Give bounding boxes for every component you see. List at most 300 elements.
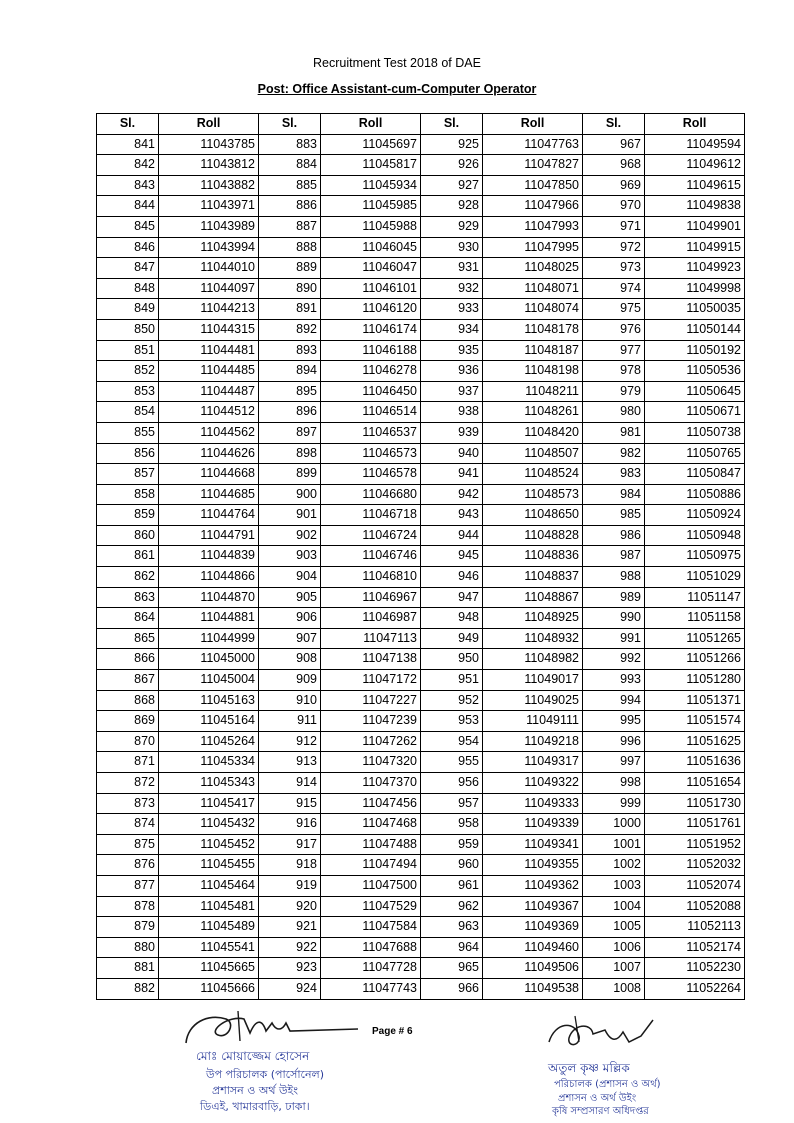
roll-cell: 11045164 [159, 711, 259, 732]
sl-cell: 1005 [583, 917, 645, 938]
table-row [421, 587, 583, 608]
sl-cell: 908 [259, 649, 321, 670]
table-row [583, 752, 745, 773]
roll-cell: 11050144 [645, 319, 745, 340]
sl-cell: 919 [259, 875, 321, 896]
sl-cell: 958 [421, 814, 483, 835]
roll-cell: 11047320 [321, 752, 421, 773]
sl-cell: 921 [259, 917, 321, 938]
table-row [259, 567, 421, 588]
roll-cell: 11049369 [483, 917, 583, 938]
sl-cell: 944 [421, 525, 483, 546]
roll-cell: 11048837 [483, 567, 583, 588]
sl-cell: 977 [583, 340, 645, 361]
roll-cell: 11049111 [483, 711, 583, 732]
roll-cell: 11046724 [321, 525, 421, 546]
table-row [583, 773, 745, 794]
roll-cell: 11045343 [159, 773, 259, 794]
table-row [97, 484, 259, 505]
roll-cell: 11043971 [159, 196, 259, 217]
sl-cell: 869 [97, 711, 159, 732]
roll-cell: 11052032 [645, 855, 745, 876]
table-row [421, 155, 583, 176]
sl-cell: 870 [97, 731, 159, 752]
roll-cell: 11051761 [645, 814, 745, 835]
sl-cell: 998 [583, 773, 645, 794]
table-row [421, 216, 583, 237]
sl-cell: 950 [421, 649, 483, 670]
right-stamp-name: অতুল কৃষ্ণ মল্লিক [548, 1061, 630, 1075]
table-row [421, 649, 583, 670]
roll-cell: 11045481 [159, 896, 259, 917]
sl-cell: 955 [421, 752, 483, 773]
roll-cell: 11049901 [645, 216, 745, 237]
sl-cell: 923 [259, 958, 321, 979]
sl-cell: 848 [97, 278, 159, 299]
sl-cell: 959 [421, 834, 483, 855]
roll-cell: 11048198 [483, 361, 583, 382]
sl-cell: 1004 [583, 896, 645, 917]
table-row [259, 875, 421, 896]
roll-cell: 11047456 [321, 793, 421, 814]
table-row [259, 196, 421, 217]
roll-cell: 11047728 [321, 958, 421, 979]
sl-cell: 914 [259, 773, 321, 794]
roll-cell: 11044685 [159, 484, 259, 505]
table-row [421, 834, 583, 855]
sl-cell: 995 [583, 711, 645, 732]
sl-cell: 874 [97, 814, 159, 835]
sl-cell: 951 [421, 670, 483, 691]
sl-cell: 945 [421, 546, 483, 567]
table-row [259, 937, 421, 958]
sl-cell: 932 [421, 278, 483, 299]
sl-cell: 861 [97, 546, 159, 567]
roll-cell: 11047138 [321, 649, 421, 670]
table-row [259, 690, 421, 711]
table-row [421, 134, 583, 155]
roll-cell: 11050536 [645, 361, 745, 382]
sl-cell: 850 [97, 319, 159, 340]
roll-cell: 11051654 [645, 773, 745, 794]
roll-cell: 11045934 [321, 175, 421, 196]
table-row [583, 670, 745, 691]
sl-cell: 886 [259, 196, 321, 217]
right-stamp-wing: প্রশাসন ও অর্থ উইং [558, 1093, 637, 1104]
table-row [97, 443, 259, 464]
sl-cell: 927 [421, 175, 483, 196]
table-row [259, 402, 421, 423]
table-row [97, 216, 259, 237]
table-row [583, 196, 745, 217]
table-row [259, 381, 421, 402]
sl-cell: 941 [421, 464, 483, 485]
table-row [583, 814, 745, 835]
sl-cell: 904 [259, 567, 321, 588]
table-row [583, 711, 745, 732]
roll-cell: 11051147 [645, 587, 745, 608]
sl-cell: 925 [421, 134, 483, 155]
sl-cell: 889 [259, 258, 321, 279]
sl-cell: 961 [421, 875, 483, 896]
roll-cell: 11049367 [483, 896, 583, 917]
table-row [259, 155, 421, 176]
table-row [583, 258, 745, 279]
table-row [583, 319, 745, 340]
table-row [97, 299, 259, 320]
table-row [97, 608, 259, 629]
sl-cell: 916 [259, 814, 321, 835]
table-row [259, 422, 421, 443]
table-row [421, 711, 583, 732]
table-row [97, 381, 259, 402]
table-row [583, 134, 745, 155]
roll-cell: 11051029 [645, 567, 745, 588]
table-row [97, 814, 259, 835]
sl-cell: 922 [259, 937, 321, 958]
roll-cell: 11047688 [321, 937, 421, 958]
roll-cell: 11047743 [321, 978, 421, 999]
roll-cell: 11044512 [159, 402, 259, 423]
roll-cell: 11048261 [483, 402, 583, 423]
roll-cell: 11049615 [645, 175, 745, 196]
roll-cell: 11050886 [645, 484, 745, 505]
sl-cell: 957 [421, 793, 483, 814]
sl-cell: 956 [421, 773, 483, 794]
roll-cell: 11049339 [483, 814, 583, 835]
sl-cell: 881 [97, 958, 159, 979]
table-row [97, 978, 259, 999]
roll-cell: 11046045 [321, 237, 421, 258]
sl-cell: 851 [97, 340, 159, 361]
roll-cell: 11045541 [159, 937, 259, 958]
roll-cell: 11051636 [645, 752, 745, 773]
sl-cell: 866 [97, 649, 159, 670]
table-row [421, 731, 583, 752]
roll-cell: 11044839 [159, 546, 259, 567]
sl-cell: 1000 [583, 814, 645, 835]
table-row [259, 319, 421, 340]
table-row [259, 505, 421, 526]
roll-cell: 11044481 [159, 340, 259, 361]
table-row [421, 567, 583, 588]
roll-cell: 11045665 [159, 958, 259, 979]
sl-cell: 937 [421, 381, 483, 402]
sl-cell: 864 [97, 608, 159, 629]
table-row [97, 628, 259, 649]
roll-cell: 11050847 [645, 464, 745, 485]
roll-cell: 11044999 [159, 628, 259, 649]
roll-cell: 11044764 [159, 505, 259, 526]
sl-cell: 878 [97, 896, 159, 917]
roll-cell: 11049362 [483, 875, 583, 896]
roll-cell: 11044485 [159, 361, 259, 382]
sl-cell: 875 [97, 834, 159, 855]
roll-table-4 [582, 113, 745, 1000]
sl-cell: 973 [583, 258, 645, 279]
table-row [583, 958, 745, 979]
roll-cell: 11045666 [159, 978, 259, 999]
sl-cell: 990 [583, 608, 645, 629]
roll-cell: 11051574 [645, 711, 745, 732]
table-row [583, 381, 745, 402]
sl-cell: 946 [421, 567, 483, 588]
header-row [421, 114, 583, 135]
table-row [259, 587, 421, 608]
roll-cell: 11047584 [321, 917, 421, 938]
table-row [259, 814, 421, 835]
roll-cell: 11046573 [321, 443, 421, 464]
sl-cell: 915 [259, 793, 321, 814]
roll-cell: 11043785 [159, 134, 259, 155]
table-row [583, 567, 745, 588]
sl-cell: 934 [421, 319, 483, 340]
roll-header: Roll [483, 114, 583, 135]
sl-cell: 846 [97, 237, 159, 258]
table-row [259, 340, 421, 361]
table-row [259, 752, 421, 773]
table-row [583, 731, 745, 752]
roll-cell: 11050765 [645, 443, 745, 464]
sl-cell: 924 [259, 978, 321, 999]
table-row [97, 937, 259, 958]
roll-cell: 11046746 [321, 546, 421, 567]
roll-cell: 11047966 [483, 196, 583, 217]
sl-header: Sl. [421, 114, 483, 135]
roll-cell: 11045817 [321, 155, 421, 176]
table-row [97, 690, 259, 711]
sl-cell: 989 [583, 587, 645, 608]
roll-cell: 11046718 [321, 505, 421, 526]
sl-cell: 985 [583, 505, 645, 526]
table-row [97, 175, 259, 196]
table-row [259, 896, 421, 917]
table-row [97, 773, 259, 794]
sl-cell: 911 [259, 711, 321, 732]
roll-cell: 11046047 [321, 258, 421, 279]
table-row [259, 855, 421, 876]
table-row [259, 978, 421, 999]
sl-cell: 943 [421, 505, 483, 526]
roll-cell: 11045417 [159, 793, 259, 814]
sl-cell: 984 [583, 484, 645, 505]
sl-cell: 987 [583, 546, 645, 567]
sl-cell: 873 [97, 793, 159, 814]
table-row [583, 875, 745, 896]
roll-cell: 11043994 [159, 237, 259, 258]
table-row [583, 155, 745, 176]
sl-cell: 931 [421, 258, 483, 279]
sl-cell: 971 [583, 216, 645, 237]
sl-cell: 877 [97, 875, 159, 896]
roll-cell: 11047370 [321, 773, 421, 794]
table-row [583, 608, 745, 629]
roll-cell: 11044213 [159, 299, 259, 320]
sl-cell: 954 [421, 731, 483, 752]
roll-cell: 11048982 [483, 649, 583, 670]
post-title: Post: Office Assistant-cum-Computer Operator [257, 82, 537, 96]
roll-cell: 11046987 [321, 608, 421, 629]
roll-cell: 11050948 [645, 525, 745, 546]
roll-cell: 11048187 [483, 340, 583, 361]
table-row [421, 258, 583, 279]
roll-cell: 11050738 [645, 422, 745, 443]
sl-cell: 952 [421, 690, 483, 711]
roll-cell: 11044097 [159, 278, 259, 299]
roll-cell: 11043882 [159, 175, 259, 196]
table-row [97, 875, 259, 896]
sl-cell: 854 [97, 402, 159, 423]
roll-cell: 11051266 [645, 649, 745, 670]
sl-cell: 901 [259, 505, 321, 526]
roll-cell: 11048420 [483, 422, 583, 443]
sl-header: Sl. [583, 114, 645, 135]
table-row [259, 175, 421, 196]
roll-cell: 11050975 [645, 546, 745, 567]
left-stamp-wing: প্রশাসন ও অর্থ উইং [212, 1084, 299, 1097]
table-row [583, 484, 745, 505]
sl-cell: 867 [97, 670, 159, 691]
roll-cell: 11052088 [645, 896, 745, 917]
sl-cell: 976 [583, 319, 645, 340]
roll-cell: 11049838 [645, 196, 745, 217]
table-row [259, 443, 421, 464]
table-row [421, 752, 583, 773]
roll-cell: 11045432 [159, 814, 259, 835]
sl-cell: 942 [421, 484, 483, 505]
roll-cell: 11048074 [483, 299, 583, 320]
sl-cell: 986 [583, 525, 645, 546]
table-row [97, 196, 259, 217]
roll-cell: 11046810 [321, 567, 421, 588]
roll-cell: 11045697 [321, 134, 421, 155]
roll-cell: 11048507 [483, 443, 583, 464]
sl-cell: 1002 [583, 855, 645, 876]
roll-cell: 11044866 [159, 567, 259, 588]
roll-cell: 11047850 [483, 175, 583, 196]
table-row [583, 587, 745, 608]
table-row [421, 546, 583, 567]
roll-cell: 11045489 [159, 917, 259, 938]
roll-cell: 11048932 [483, 628, 583, 649]
sl-cell: 912 [259, 731, 321, 752]
roll-cell: 11044870 [159, 587, 259, 608]
sl-cell: 1007 [583, 958, 645, 979]
sl-cell: 862 [97, 567, 159, 588]
sl-cell: 856 [97, 443, 159, 464]
sl-cell: 903 [259, 546, 321, 567]
table-row [421, 793, 583, 814]
sl-cell: 997 [583, 752, 645, 773]
sl-cell: 843 [97, 175, 159, 196]
table-row [583, 649, 745, 670]
table-row [583, 216, 745, 237]
header-row [259, 114, 421, 135]
roll-cell: 11049612 [645, 155, 745, 176]
table-row [97, 855, 259, 876]
sl-cell: 845 [97, 216, 159, 237]
table-row [97, 731, 259, 752]
sl-cell: 992 [583, 649, 645, 670]
sl-cell: 858 [97, 484, 159, 505]
sl-cell: 898 [259, 443, 321, 464]
table-row [421, 340, 583, 361]
sl-header: Sl. [97, 114, 159, 135]
sl-cell: 872 [97, 773, 159, 794]
roll-cell: 11046967 [321, 587, 421, 608]
table-row [97, 237, 259, 258]
right-signature [545, 1012, 665, 1060]
roll-cell: 11046450 [321, 381, 421, 402]
sl-cell: 983 [583, 464, 645, 485]
sl-cell: 897 [259, 422, 321, 443]
roll-cell: 11052264 [645, 978, 745, 999]
table-row [421, 628, 583, 649]
table-row [583, 793, 745, 814]
table-row [583, 175, 745, 196]
table-row [583, 402, 745, 423]
roll-cell: 11050192 [645, 340, 745, 361]
sl-cell: 970 [583, 196, 645, 217]
roll-cell: 11050035 [645, 299, 745, 320]
table-row [421, 525, 583, 546]
roll-cell: 11048071 [483, 278, 583, 299]
sl-cell: 949 [421, 628, 483, 649]
table-row [97, 340, 259, 361]
roll-cell: 11046578 [321, 464, 421, 485]
sl-cell: 857 [97, 464, 159, 485]
sl-cell: 890 [259, 278, 321, 299]
table-row [97, 546, 259, 567]
sl-cell: 910 [259, 690, 321, 711]
table-row [583, 855, 745, 876]
roll-cell: 11045004 [159, 670, 259, 691]
sl-cell: 979 [583, 381, 645, 402]
left-stamp-name: মোঃ মোয়াজ্জেম হোসেন [196, 1049, 310, 1063]
roll-cell: 11049538 [483, 978, 583, 999]
sl-cell: 926 [421, 155, 483, 176]
sl-cell: 842 [97, 155, 159, 176]
roll-cell: 11046174 [321, 319, 421, 340]
table-row [259, 773, 421, 794]
sl-cell: 929 [421, 216, 483, 237]
table-row [421, 196, 583, 217]
table-row [421, 422, 583, 443]
roll-cell: 11044626 [159, 443, 259, 464]
sl-cell: 933 [421, 299, 483, 320]
sl-cell: 913 [259, 752, 321, 773]
table-row [421, 896, 583, 917]
roll-cell: 11049341 [483, 834, 583, 855]
roll-cell: 11046120 [321, 299, 421, 320]
sl-cell: 887 [259, 216, 321, 237]
roll-cell: 11046680 [321, 484, 421, 505]
table-row [583, 628, 745, 649]
sl-cell: 876 [97, 855, 159, 876]
roll-cell: 11044791 [159, 525, 259, 546]
roll-cell: 11052230 [645, 958, 745, 979]
roll-cell: 11046514 [321, 402, 421, 423]
sl-cell: 936 [421, 361, 483, 382]
roll-cell: 11048524 [483, 464, 583, 485]
sl-cell: 1006 [583, 937, 645, 958]
roll-table-2 [258, 113, 421, 1000]
roll-cell: 11052174 [645, 937, 745, 958]
table-row [421, 855, 583, 876]
table-row [421, 670, 583, 691]
roll-cell: 11045988 [321, 216, 421, 237]
sl-cell: 885 [259, 175, 321, 196]
